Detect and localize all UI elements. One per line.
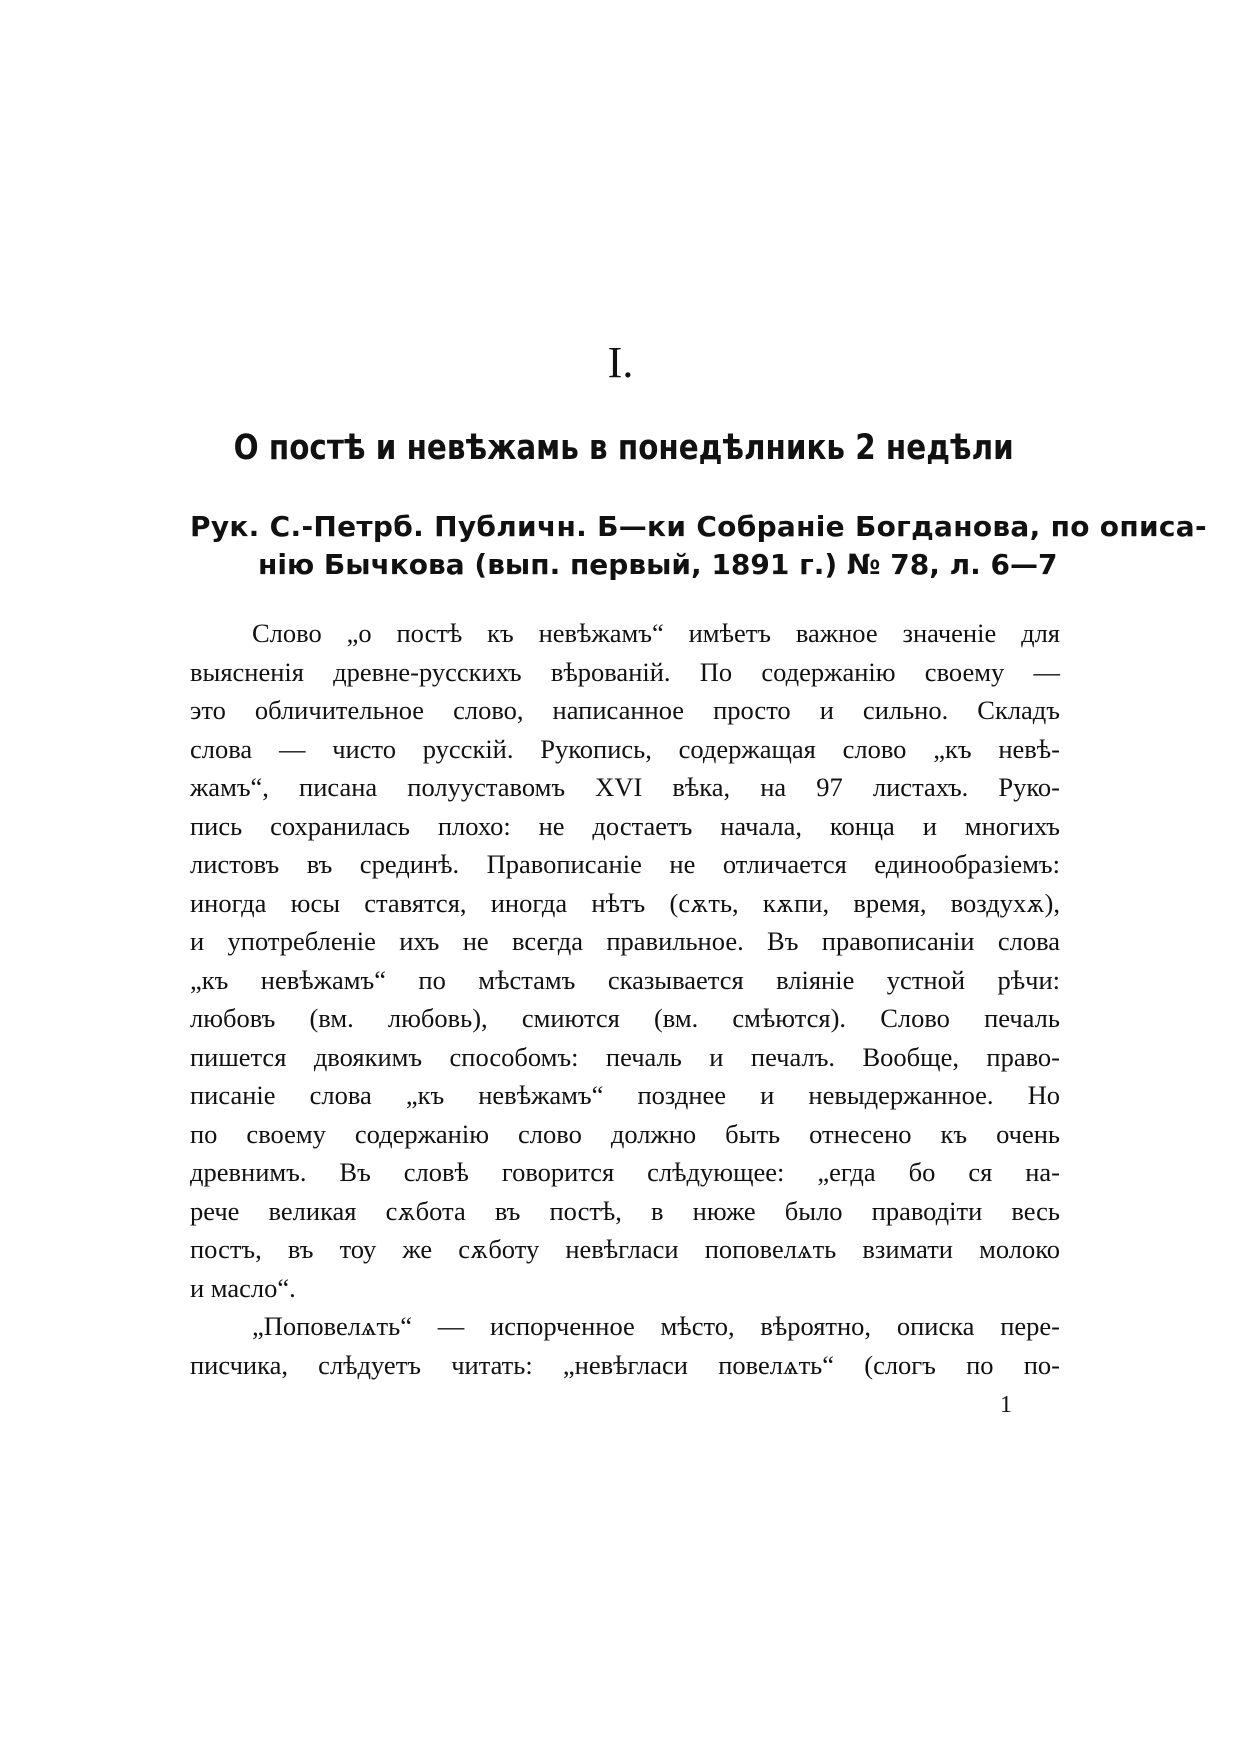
body-text	[190, 614, 1060, 1384]
text-line: писчика, слѣдуетъ читать: „невѣгласи повелѧть“ (слогъ по по-	[190, 1349, 1060, 1380]
section-number: I.	[607, 338, 634, 387]
text-line: писаніе слова „къ невѣжамъ“ позднее и невыдержанное. Но	[190, 1080, 1060, 1110]
text-line: Слово „о постѣ къ невѣжамъ“ имѣетъ важное значеніе для	[252, 618, 1060, 648]
text-line: по своему содержанію слово должно быть отнесено къ очень	[190, 1118, 1060, 1149]
source-line: Рук. С.-Петрб. Публичн. Б—ки Собраніе Богданова, по описа-	[190, 510, 1207, 543]
text-line: древнимъ. Въ словѣ говорится слѣдующее: „егда бо ся на-	[190, 1157, 1060, 1187]
source-line: нію Бычкова (вып. первый, 1891 г.) № 78, л. 6—7	[258, 548, 1058, 581]
text-line: и употребленіе ихъ не всегда правильное. Въ правописаніи слова	[190, 926, 1060, 956]
text-line: листовъ въ срединѣ. Правописаніе не отличается единообразіемъ:	[190, 849, 1060, 879]
text-line: иногда юсы ставятся, иногда нѣтъ (сѫть, кѫпи, время, воздухѫ),	[190, 887, 1060, 918]
text-line: это обличительное слово, написанное просто и сильно. Складъ	[190, 695, 1060, 725]
text-line: слова — чисто русскій. Рукопись, содержащая слово „къ невѣ-	[190, 733, 1060, 764]
text-line: рече великая сѫбота въ постѣ, в нюже было праводіти весь	[190, 1195, 1060, 1226]
text-line: жамъ“, писана полууставомъ XVI вѣка, на 97 листахъ. Руко-	[190, 772, 1060, 802]
text-line: „Поповелѧть“ — испорченное мѣсто, вѣроятно, описка пере-	[252, 1311, 1060, 1341]
text-line: „къ невѣжамъ“ по мѣстамъ сказывается вліяніе устной рѣчи:	[190, 964, 1060, 995]
source-reference	[190, 508, 1207, 584]
text-line: и масло“.	[190, 1272, 296, 1303]
page-number: 1	[1000, 1392, 1012, 1418]
text-line: любовъ (вм. любовь), смиются (вм. смѣются). Слово печаль	[190, 1003, 1060, 1033]
text-line: пишется двоякимъ способомъ: печаль и печалъ. Вообще, право-	[190, 1041, 1060, 1072]
text-line: выясненія древне-русскихъ вѣрованій. По содержанію своему —	[190, 656, 1060, 687]
section-title: О постѣ и невѣжамь в понедѣлникь 2 недѣли	[233, 428, 1014, 468]
text-line: постъ, въ тоу же сѫботу невѣгласи поповелѧть взимати молоко	[190, 1234, 1060, 1264]
text-line: пись сохранилась плохо: не достаетъ начала, конца и многихъ	[190, 810, 1060, 841]
